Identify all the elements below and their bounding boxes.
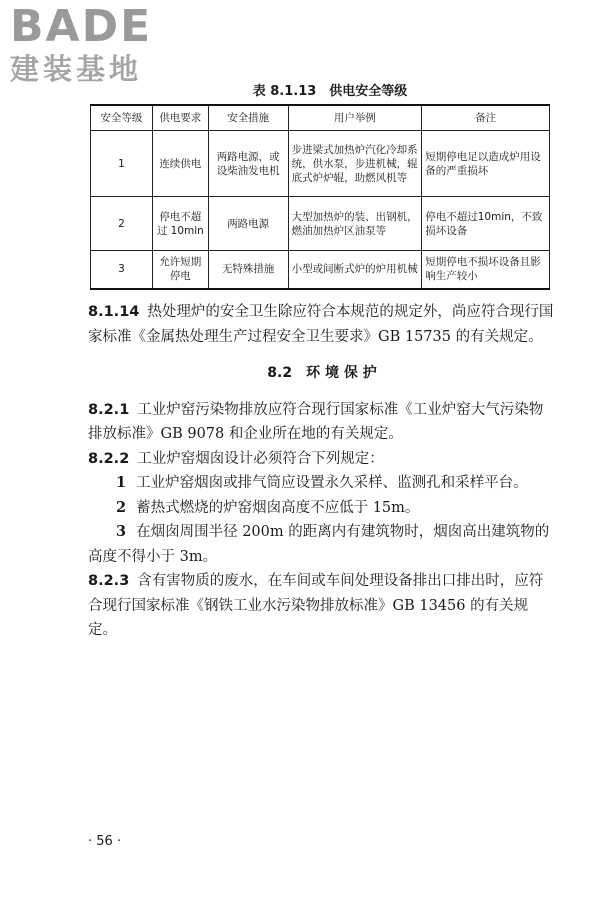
list-item <box>88 471 556 496</box>
power-supply-table <box>90 104 550 290</box>
header-cell: 安全等级 <box>91 105 153 131</box>
clause-8-2-3 <box>88 569 556 643</box>
clause-text: 工业炉窑污染物排放应符合现行国家标准《工业炉窑大气污染物排放标准》GB 9078 和企业所在地的有关规定。 <box>88 401 544 442</box>
table-cell: 小型或间断式炉的炉用机械 <box>288 251 422 289</box>
clause-number: 8.2.2 <box>88 450 130 467</box>
clause-number: 8.2.3 <box>88 573 130 589</box>
table-cell: 停电不超过 10min <box>152 197 208 251</box>
logo-brand: BADE <box>10 1 153 52</box>
table-cell: 3 <box>91 251 153 289</box>
table-cell: 大型加热炉的装、出钢机，燃油加热炉区油泵等 <box>288 197 422 251</box>
clause-number: 8.2.1 <box>88 401 130 418</box>
item-text: 蓄热式燃烧的炉窑烟囱高度不应低于 15m。 <box>136 499 420 516</box>
table-row <box>91 131 550 197</box>
item-number: 1 <box>116 474 127 491</box>
table-cell: 无特殊措施 <box>208 251 288 289</box>
table-cell: 短期停电不损坏设备且影响生产较小 <box>422 251 550 289</box>
clause-8-2-1 <box>88 398 556 447</box>
clause-text: 热处理炉的安全卫生除应符合本规范的规定外，尚应符合现行国家标准《金属热处理生产过程安全卫生要求》GB 15735 的有关规定。 <box>88 304 554 345</box>
table-caption: 表 8.1.13 供电安全等级 <box>252 84 408 99</box>
table-cell: 两路电源，或设柴油发电机 <box>208 131 288 197</box>
table-cell: 短期停电足以造成炉用设备的严重损坏 <box>422 131 550 197</box>
header-cell: 用户举例 <box>288 105 422 131</box>
logo-subtitle: 建装基地 <box>10 52 143 86</box>
table-cell: 两路电源 <box>208 197 288 251</box>
table-header-row <box>91 105 550 131</box>
section-title: 8.2 环 境 保 护 <box>267 365 377 381</box>
item-text: 工业炉窑烟囱或排气筒应设置永久采样、监测孔和采样平台。 <box>136 475 528 491</box>
header-cell: 安全措施 <box>208 105 288 131</box>
logo <box>10 1 153 86</box>
table-cell: 连续供电 <box>152 131 208 197</box>
clause-text: 工业炉窑烟囱设计必须符合下列规定： <box>137 450 384 467</box>
item-text: 在烟囱周围半径 200m 的距离内有建筑物时，烟囱高出建筑物的高度不得小于 3m。 <box>88 524 550 565</box>
item-number: 2 <box>116 498 127 516</box>
body-text <box>88 300 556 643</box>
header-cell: 供电要求 <box>152 105 208 131</box>
list-item <box>88 496 556 521</box>
header-cell: 备注 <box>422 105 550 131</box>
page-number: · 56 · <box>88 834 122 849</box>
table-cell: 停电不超过10min，不致损坏设备 <box>422 197 550 251</box>
table-cell: 步进梁式加热炉汽化冷却系统，供水泵，步进机械，辊底式炉炉辊，助燃风机等 <box>288 131 422 197</box>
table-cell: 允许短期停电 <box>152 251 208 289</box>
item-number: 3 <box>116 523 127 540</box>
list-item <box>88 520 556 569</box>
table-cell: 1 <box>91 131 153 197</box>
clause-number: 8.1.14 <box>88 304 140 320</box>
clause-8-2-2 <box>88 447 556 472</box>
clause-8-1-14 <box>88 300 556 349</box>
table-row <box>91 251 550 289</box>
table-cell: 2 <box>91 197 153 251</box>
table-row <box>91 197 550 251</box>
clause-text: 含有害物质的废水，在车间或车间处理设备排出口排出时，应符合现行国家标准《钢铁工业水污染物排放标准》GB 13456 的有关规定。 <box>88 573 544 638</box>
